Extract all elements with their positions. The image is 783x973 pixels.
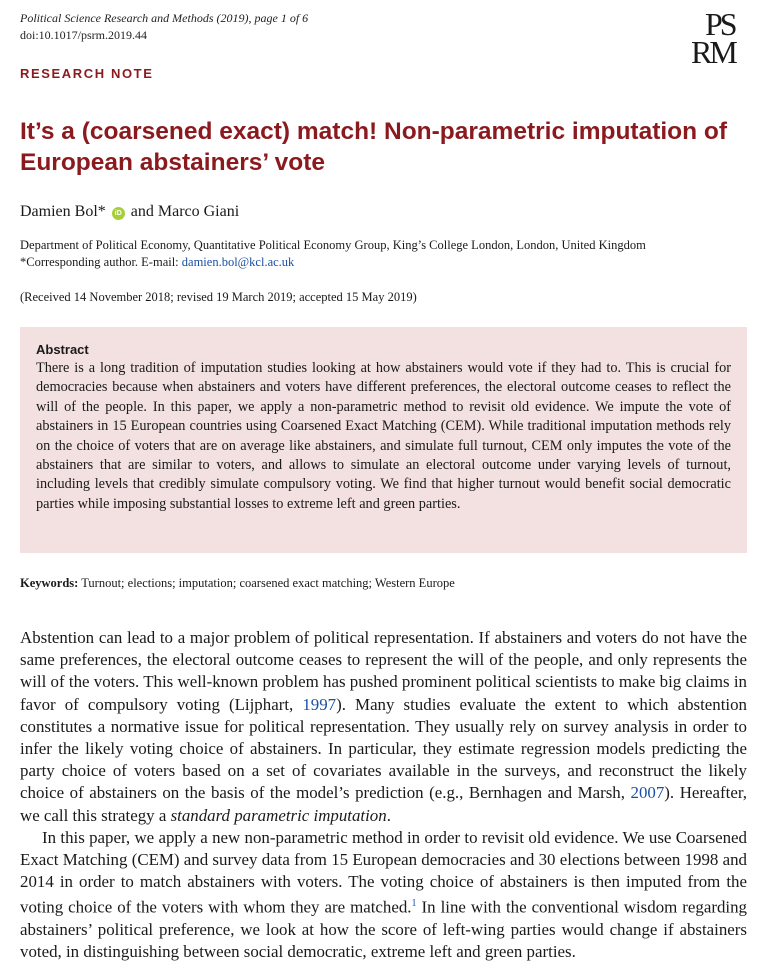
footnote-link-1[interactable]: 1 [411,898,417,910]
p1-text-d: . [386,805,391,825]
logo-top: PS [705,6,735,42]
p1-text-b: ). Many studies evaluate the extent to which abstention constitutes a normative issue for political representation. They usually rely on survey analysis in order to infer the likely voting choice of abstainers. In particular, they estimate regression models predicting the party choice of voters based on a set of covariates available in the surveys, and reconstruct the likely choice of abstainers on the basis of the model’s prediction (e.g., Bernhagen and Marsh, [20,694,747,803]
journal-logo [683,8,753,70]
doi[interactable]: doi:10.1017/psrm.2019.44 [20,28,148,42]
abstract-box [20,327,747,553]
p1-text-c: ). Hereafter, we call this strategy a [20,783,747,825]
citation-link-1997[interactable]: 1997 [302,694,337,714]
p1-italic-term: standard parametric imputation [170,805,387,825]
paragraph-2 [20,827,747,964]
citation-link-2007[interactable]: 2007 [630,783,665,803]
paragraph-1 [20,627,747,827]
orcid-icon[interactable]: iD [112,207,125,220]
received-dates: (Received 14 November 2018; revised 19 March 2019; accepted 15 May 2019) [20,290,417,304]
journal-citation: Political Science Research and Methods (2019), page 1 of 6 [20,11,309,25]
keywords-label: Keywords: [20,576,79,590]
abstract-heading: Abstract [36,342,89,357]
abstract-text: There is a long tradition of imputation studies looking at how abstainers would vote if they had to. This is crucial for democracies because when abstainers and voters have different preferences, the electoral outcome ceases to reflect the will of the people. In this paper, we apply a non-parametric method to revisit old evidence. We impute the vote of abstainers in 15 European countries using Coarsened Exact Matching (CEM). While traditional imputation methods rely on the choice of voters that are on average like abstainers, and simulate full turnout, CEM only imputes the vote of the abstainers that are similar to voters, and allows to simulate an electoral outcome under varying levels of turnout, including levels that credibly simulate compulsory voting. We find that higher turnout would benefit social democratic parties while imposing substantial losses to extreme left and green parties. [36,360,731,512]
corresponding-prefix: *Corresponding author. E-mail: [20,255,182,269]
affiliation-line: Department of Political Economy, Quantitative Political Economy Group, King’s College London, London, United Kingdom [20,238,646,252]
p1-text-a: Abstention can lead to a major problem of political representation. If abstainers and voters do not have the same preferences, the electoral outcome ceases to represent the will of the people, and only represents the will of the voters. This well-known problem has pushed prominent political scientists to make big claims in favor of compulsory voting (Lijphart, [20,628,747,714]
section-label: RESEARCH NOTE [20,66,154,81]
email-link[interactable]: damien.bol@kcl.ac.uk [181,255,295,269]
author-1: Damien Bol* [20,203,106,220]
author-2: and Marco Giani [126,203,240,220]
authors [20,201,239,223]
keywords [20,575,760,592]
paper-title: It’s a (coarsened exact) match! Non-parametric imputation of European abstainers’ vote [20,118,728,176]
keywords-text: Turnout; elections; imputation; coarsened exact matching; Western Europe [78,576,455,590]
corresponding-author [20,254,760,271]
p2-text-a: In this paper, we apply a new non-parametric method in order to revisit old evidence. We use Coarsened Exact Matching (CEM) and survey data from 15 European democracies and 30 elections between 1998 and 2014 in order to match abstainers with voters. The voting choice of abstainers is then imputed from the voting choice of the voters with whom they are matched. [20,827,747,918]
logo-bottom: RM [691,34,735,70]
p2-text-b: In line with the conventional wisdom regarding abstainers’ political preference, we look at how the score of left-wing parties would change if abstainers voted, in distinguishing between social democratic, extreme left and green parties. [20,898,747,962]
body-text [20,627,747,964]
affiliation [20,237,760,271]
